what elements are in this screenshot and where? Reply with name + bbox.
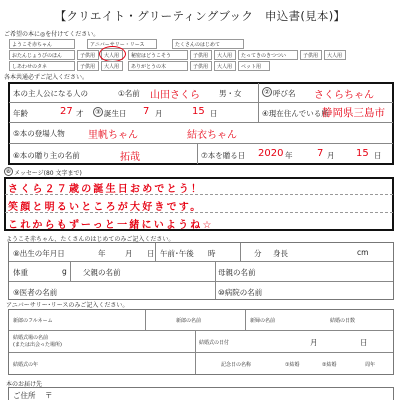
divider [9, 122, 393, 123]
divider [9, 102, 393, 103]
baby-weight-unit: g [62, 267, 67, 276]
age-label: 年齢 [13, 109, 28, 118]
baby-mother: 母親の名前 [218, 268, 256, 277]
divider [9, 143, 393, 144]
residence-label: ④現在住んでいる所 [262, 109, 329, 118]
book-hajimete[interactable] [172, 39, 244, 49]
book-youkoso-label: ようこそ赤ちゃん [12, 42, 53, 48]
book-shiawase[interactable] [9, 61, 75, 71]
gift-month-unit: 月 [327, 151, 335, 160]
option-label: 大人用 [217, 53, 233, 59]
circle-8-icon: ⑧ [5, 168, 12, 175]
baby-weight: 体重 [13, 268, 28, 277]
divider [197, 144, 198, 164]
option-label: 子供用 [80, 64, 96, 70]
section-delivery: 本のお届け先 [6, 381, 43, 388]
book-otanjoubi-child[interactable] [77, 50, 99, 60]
anniv-wedding-date-label: 結婚式の日付 [199, 340, 230, 346]
characters-label: ⑤本の登場人物 [13, 129, 65, 138]
address-label: ご住所 [13, 391, 36, 400]
anniv-bride-label: 新婦の名前 [250, 318, 276, 324]
divider [195, 331, 196, 374]
circle-2-icon: ② [262, 87, 272, 97]
giver-label: ⑥本の贈り主の名前 [13, 151, 80, 160]
gift-year-unit: 年 [285, 151, 293, 160]
anniv-groom-label: 新郎の名前 [176, 318, 202, 324]
option-label: 大人用 [104, 53, 120, 59]
book-totteoki[interactable] [238, 50, 298, 60]
divider [9, 261, 393, 262]
option-label: 大人用 [327, 53, 343, 59]
anniv-name-label: 記念日の名称 [221, 362, 252, 368]
baby-father: 父親の名前 [83, 268, 121, 277]
option-label: 子供用 [80, 53, 96, 59]
divider [9, 281, 393, 282]
option-label: 大人用 [217, 64, 233, 70]
baby-hour: 時 [208, 249, 216, 258]
nickname-label: 呼び名 [273, 89, 296, 98]
book-himitsu-child[interactable] [190, 50, 212, 60]
birthday-label: 誕生日 [104, 109, 127, 118]
book-arigatou-adult[interactable] [214, 61, 236, 71]
book-totteoki-child[interactable] [300, 50, 322, 60]
nickname-field[interactable]: さくらちゃん [314, 90, 374, 101]
anniv-place-sub: (または出会った場所) [13, 342, 62, 348]
delivery-box [8, 387, 394, 400]
baby-hospital: ⑩病院の名前 [218, 288, 263, 297]
circle-3-icon: ③ [93, 107, 103, 117]
divider [258, 83, 259, 122]
message-label: メッセージ(80 文字まで) [14, 170, 82, 177]
character-2-field[interactable]: 結衣ちゃん [187, 130, 237, 141]
book-pet[interactable] [238, 61, 270, 71]
book-arigatou[interactable] [128, 61, 188, 71]
selected-mark [99, 46, 126, 62]
book-shiawase-adult[interactable] [101, 61, 123, 71]
anniv-month: 月 [310, 338, 318, 347]
book-shiawase-child[interactable] [77, 61, 99, 71]
anniv-option-1[interactable]: ①結婚 [285, 362, 300, 368]
divider [155, 243, 156, 261]
anniv-count-label: 結婚式の年 [13, 362, 39, 368]
gift-month-field[interactable]: 7 [317, 148, 324, 159]
birthday-month-field[interactable]: 7 [143, 106, 150, 117]
baby-birth-label: ⑧出生の年月日 [13, 249, 65, 258]
birthday-day-field[interactable]: 15 [192, 106, 205, 117]
giver-field[interactable]: 拓哉 [120, 152, 140, 163]
gift-day-unit: 日 [374, 151, 382, 160]
age-field[interactable]: 27 [60, 106, 73, 117]
book-shiawase-label: しあわせのタネ [12, 64, 48, 70]
name-label: ①名前 [118, 89, 140, 98]
baby-minute: 分 [254, 249, 262, 258]
age-unit: 才 [76, 109, 84, 118]
baby-month: 月 [125, 249, 133, 258]
baby-height: 身長 [273, 249, 288, 258]
book-otanjoubi[interactable] [9, 50, 75, 60]
anniv-place-label: 結婚式場の名前 [13, 335, 49, 341]
anniv-years: 周年 [365, 362, 376, 368]
book-arigatou-child[interactable] [190, 61, 212, 71]
message-line-2: 笑顔と明るいところが大好きです。 [8, 202, 203, 213]
book-hajimete-label: たくさんのはじめて [175, 42, 221, 48]
baby-day: 日 [147, 249, 155, 258]
gift-year-field[interactable]: 2020 [258, 148, 284, 159]
book-arigatou-label: ありがとうの木 [131, 64, 167, 70]
book-otanjoubi-label: おたんじょうびのほん [12, 53, 63, 59]
book-youkoso[interactable] [9, 39, 75, 49]
option-label: 子供用 [193, 53, 209, 59]
book-himitsu[interactable] [128, 50, 188, 60]
divider [9, 330, 393, 331]
divider [70, 262, 71, 281]
option-label: 子供用 [303, 53, 319, 59]
section-book-choice: ご希望の本に◎を付けてください。 [4, 31, 100, 38]
baby-doctor: ⑨医者の名前 [13, 288, 58, 297]
section-baby: ようこそ赤ちゃん、たくさんのはじめてのみご記入ください。 [6, 236, 175, 243]
gender-label: 男・女 [219, 89, 242, 98]
section-common: 各本共通必ずご記入ください。 [4, 74, 89, 81]
divider [245, 310, 246, 331]
gift-day-field[interactable]: 15 [356, 148, 369, 159]
book-himitsu-adult[interactable] [214, 50, 236, 60]
anniv-date-label: 結婚の日数 [330, 318, 356, 324]
message-line-1: さくら２７歳の誕生日おめでとう！ [8, 184, 204, 195]
message-line-3: これからもずーっと一緒にいようね☆ [8, 220, 214, 231]
section-anniv: アニバーサリー･リースのみご記入ください。 [6, 302, 129, 309]
divider [9, 352, 393, 353]
divider [240, 243, 241, 261]
anniv-day: 日 [360, 338, 368, 347]
anniv-option-2[interactable]: ②結婚 [322, 362, 337, 368]
baby-year: 年 [98, 249, 106, 258]
postal-mark[interactable]: 〒 [45, 391, 53, 400]
book-anniversary-label: アニバーサリー・リース [90, 42, 145, 48]
birthday-day-unit: 日 [210, 109, 218, 118]
book-totteoki-adult[interactable] [324, 50, 346, 60]
book-totteoki-label: たってきのきつつい [241, 53, 287, 59]
divider [215, 262, 216, 299]
option-label: 子供用 [193, 64, 209, 70]
book-himitsu-label: 秘密はどうこそう [131, 53, 172, 59]
option-label: 大人用 [104, 64, 120, 70]
divider [145, 310, 146, 331]
baby-ampm: 午前･午後 [160, 249, 194, 258]
residence-field[interactable]: 静岡県三島市 [322, 107, 385, 119]
gift-date-label: ⑦本を贈る日 [201, 151, 246, 160]
main-person-label: 本の主人公になる人の [13, 89, 88, 98]
form-title: 【クリエイト・グリーティングブック 申込書(見本)】 [54, 9, 346, 23]
character-1-field[interactable]: 里帆ちゃん [88, 130, 138, 141]
name-field[interactable]: 山田さくら [150, 90, 200, 101]
anniv-fullname-label: 新郎のフルネーム [13, 318, 53, 324]
book-pet-label: ペット用 [241, 64, 262, 70]
birthday-month-unit: 月 [155, 109, 163, 118]
baby-height-unit: cm [357, 248, 369, 257]
